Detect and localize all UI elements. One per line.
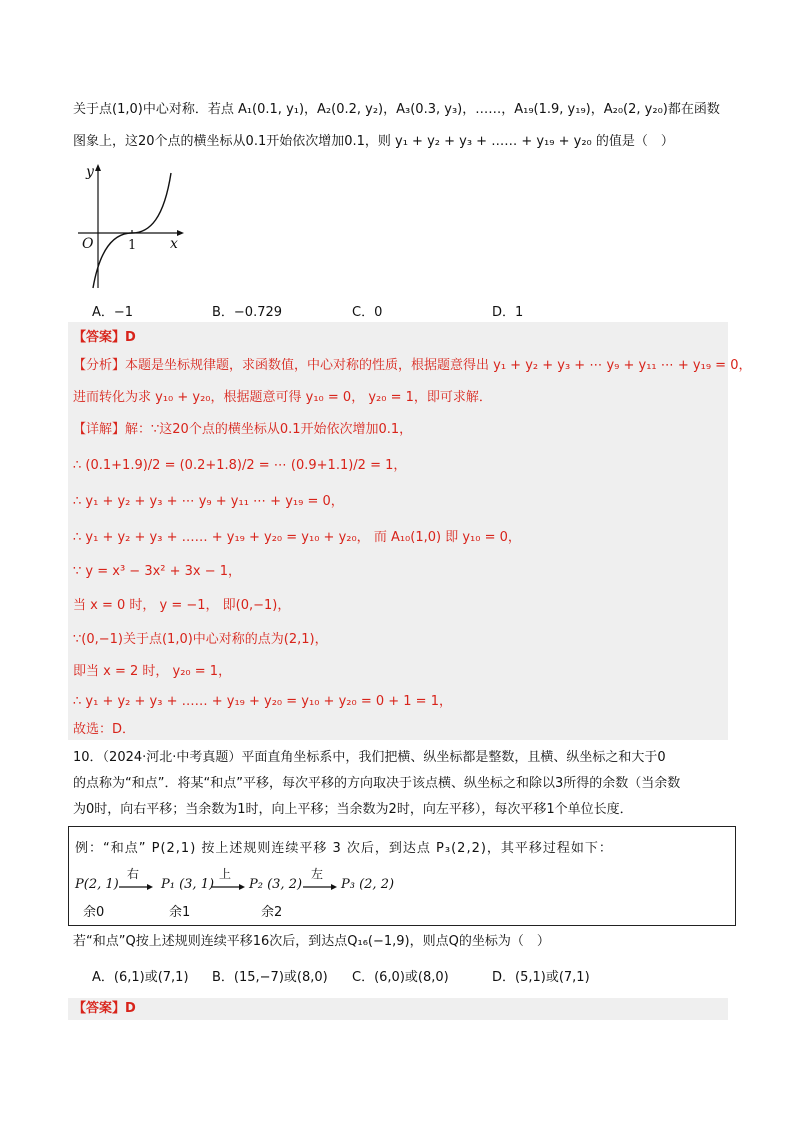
step-remainder-1: 余1 xyxy=(169,905,191,920)
detail-line3: ∴ y₁ + y₂ + y₃ + ⋯ y₉ + y₁₁ ⋯ + y₁₉ = 0， xyxy=(73,494,344,509)
step-point-p3: P₃ (2, 2) xyxy=(341,877,395,892)
step-remainder-2: 余2 xyxy=(261,905,283,920)
detail-line7: ∵(0,−1)关于点(1,0)中心对称的点为(2,1)， xyxy=(73,632,328,647)
step-move-right: 右 xyxy=(127,867,140,881)
problem10-stem-line2: 的点称为“和点”．将某“和点”平移，每次平移的方向取决于该点横、纵坐标之和除以3所得的余数（当余数 xyxy=(73,776,681,791)
option-a: A．−1 xyxy=(92,305,134,320)
analysis-line2: 进而转化为求 y₁₀ + y₂₀，根据题意可得 y₁₀ = 0， y₂₀ = 1，即可求解． xyxy=(73,390,492,405)
step-point-p2: P₂ (3, 2) xyxy=(249,877,303,892)
y-axis-label: y xyxy=(86,164,94,180)
detail-line8: 即当 x = 2 时， y₂₀ = 1， xyxy=(73,664,232,679)
problem10-stem-line1: 10．（2024·河北·中考真题）平面直角坐标系中，我们把横、纵坐标都是整数，且横、纵坐标之和大于0 xyxy=(73,750,666,765)
y-axis-arrow xyxy=(95,164,101,171)
problem10-question: 若“和点”Q按上述规则连续平移16次后，到达点Q₁₆(−1,9)，则点Q的坐标为（ ） xyxy=(73,934,550,949)
step-remainder-0: 余0 xyxy=(83,905,105,920)
detail-line4: ∴ y₁ + y₂ + y₃ + …… + y₁₉ + y₂₀ = y₁₀ + y₂₀， 而 A₁₀(1,0) 即 y₁₀ = 0， xyxy=(73,530,521,545)
p10-option-c: C．(6,0)或(8,0) xyxy=(352,970,449,985)
p10-option-b: B．(15,−7)或(8,0) xyxy=(212,970,328,985)
problem9-stem-line2: 图象上，这20个点的横坐标从0.1开始依次增加0.1，则 y₁ + y₂ + y₃ + …… + y₁₉ + y₂₀ 的值是（ ） xyxy=(73,134,674,149)
problem9-stem-line1: 关于点(1,0)中心对称．若点 A₁(0.1, y₁)，A₂(0.2, y₂)，A₃(0.3, y₃)，……，A₁₉(1.9, y₁₉)，A₂₀(2, y₂₀)都在函数 xyxy=(73,102,720,117)
arrow-up-move-icon xyxy=(211,883,247,891)
step-point-p: P(2, 1) xyxy=(75,877,119,892)
detail-line10: 故选：D． xyxy=(73,722,136,737)
p10-option-d: D．(5,1)或(7,1) xyxy=(492,970,590,985)
x-axis-arrow xyxy=(177,230,184,236)
detail-line2: ∴ (0.1+1.9)/2 = (0.2+1.8)/2 = ⋯ (0.9+1.1)/2 = 1， xyxy=(73,458,407,473)
step-move-up: 上 xyxy=(219,867,232,881)
tick-label-1: 1 xyxy=(128,238,137,253)
p10-option-a: A．(6,1)或(7,1) xyxy=(92,970,189,985)
function-graph xyxy=(76,160,186,292)
option-c: C．0 xyxy=(352,305,383,320)
example-text: 例：“和点” P(2,1) 按上述规则连续平移 3 次后，到达点 P₃(2,2)，其平移过程如下： xyxy=(75,841,613,856)
arrow-left-move-icon xyxy=(303,883,339,891)
example-box xyxy=(68,826,736,926)
step-move-left: 左 xyxy=(311,867,324,881)
option-d: D．1 xyxy=(492,305,524,320)
detail-line6: 当 x = 0 时， y = −1， 即(0,−1)， xyxy=(73,598,291,613)
x-axis-label: x xyxy=(170,236,178,252)
option-b: B．−0.729 xyxy=(212,305,283,320)
detail-line1: 【详解】解：∵这20个点的横坐标从0.1开始依次增加0.1， xyxy=(73,422,413,437)
answer-label: 【答案】D xyxy=(73,330,136,345)
detail-line5: ∵ y = x³ − 3x² + 3x − 1， xyxy=(73,564,242,579)
arrow-right-icon xyxy=(119,883,155,891)
problem10-stem-line3: 为0时，向右平移；当余数为1时，向上平移；当余数为2时，向左平移），每次平移1个单位长度． xyxy=(73,802,633,817)
answer-block-2 xyxy=(68,998,728,1020)
detail-line9: ∴ y₁ + y₂ + y₃ + …… + y₁₉ + y₂₀ = y₁₀ + y₂₀ = 0 + 1 = 1， xyxy=(73,694,452,709)
step-point-p1: P₁ (3, 1) xyxy=(161,877,215,892)
origin-label: O xyxy=(82,236,94,252)
p10-answer-label: 【答案】D xyxy=(73,1001,136,1016)
analysis-line1: 【分析】本题是坐标规律题，求函数值，中心对称的性质，根据题意得出 y₁ + y₂ + y₃ + ⋯ y₉ + y₁₁ ⋯ + y₁₉ = 0， xyxy=(73,358,752,373)
